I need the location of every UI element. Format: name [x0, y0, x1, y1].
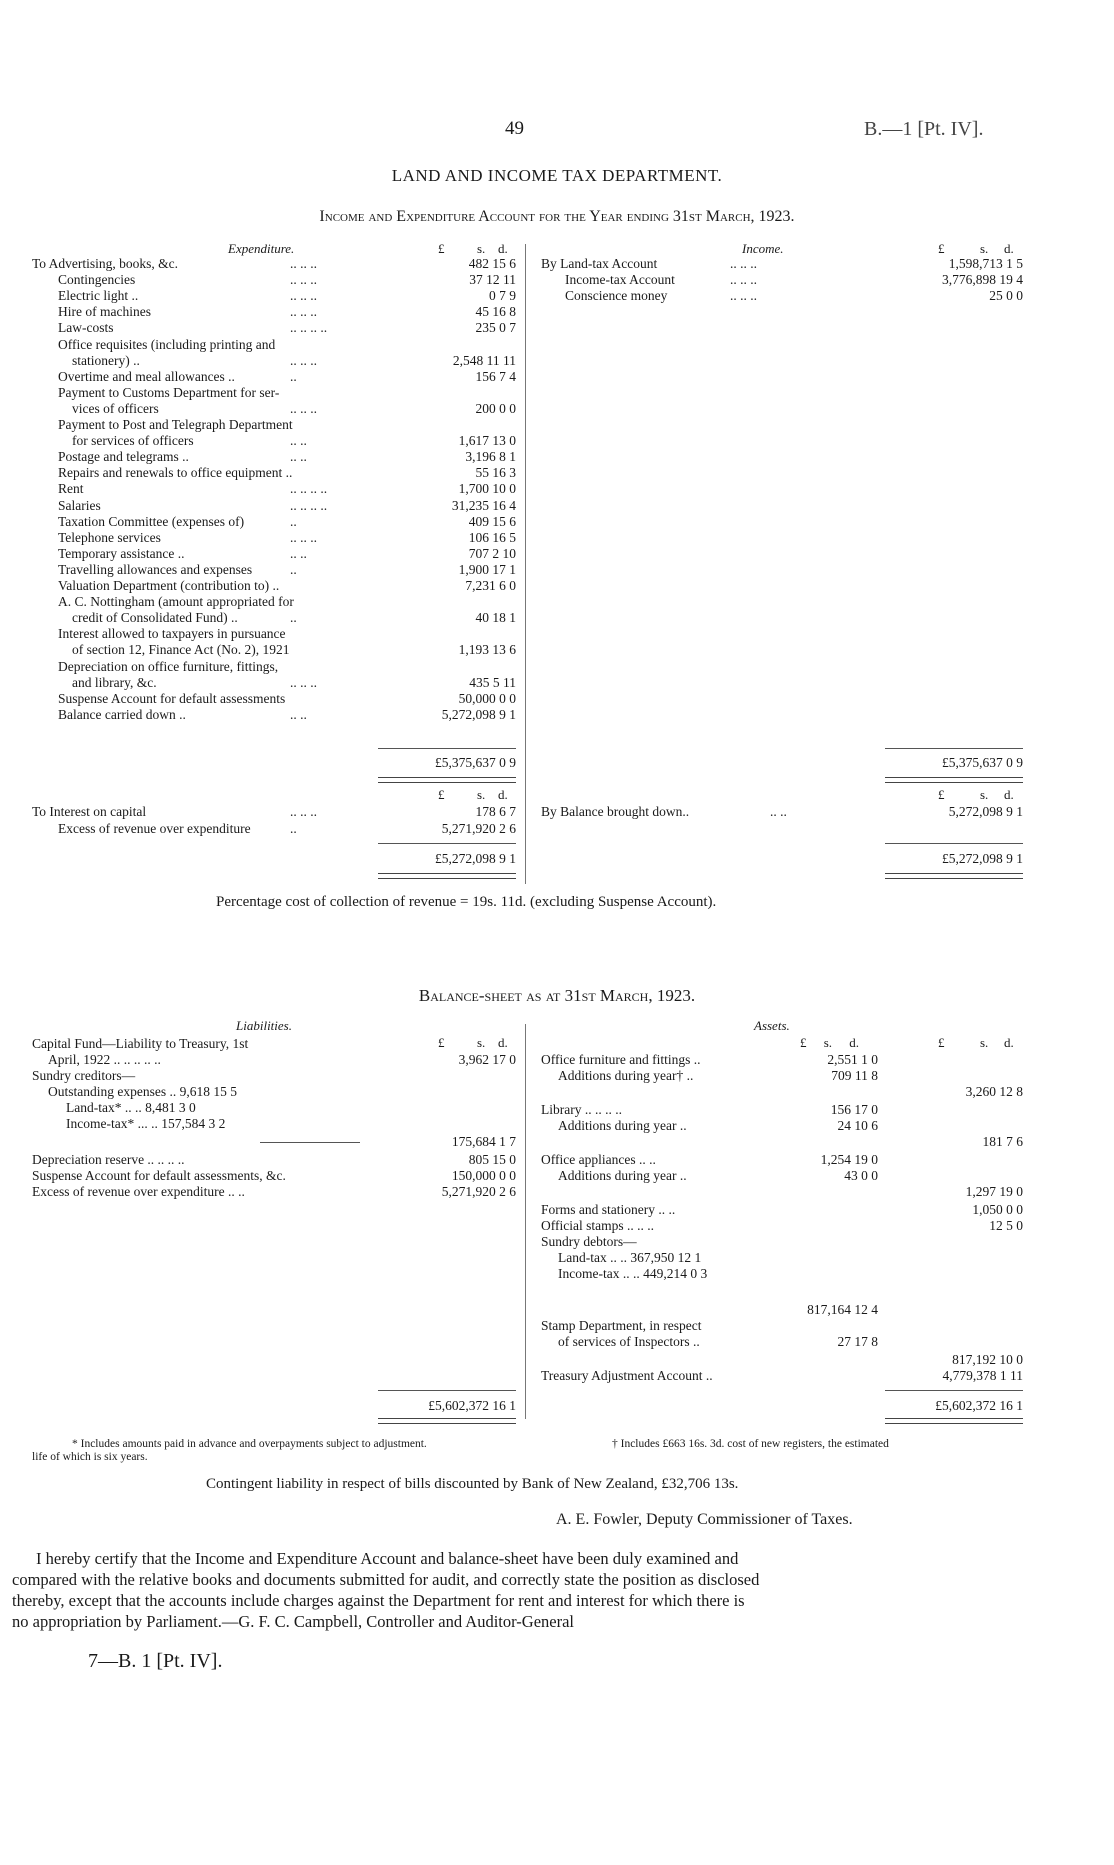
- second-income-dots: .. ..: [770, 804, 787, 819]
- col-pence: d.: [498, 241, 508, 256]
- asset-item-subamount: 43 0 0: [844, 1168, 878, 1183]
- asset-item-amount: 181 7 6: [982, 1134, 1023, 1149]
- asset-item-amount: 12 5 0: [989, 1218, 1023, 1233]
- expenditure-item-label: Payment to Customs Department for ser-: [58, 384, 280, 400]
- expenditure-item-amount: 482 15 6: [468, 256, 516, 271]
- liability-item-label: Suspense Account for default assessments, &c.: [32, 1168, 286, 1183]
- expenditure-item-amount: 45 16 8: [475, 304, 516, 320]
- document-reference: B.—1 [Pt. IV].: [864, 118, 984, 140]
- asset-item-amount: 817,192 10 0: [952, 1352, 1023, 1367]
- expenditure-item-amount: 435 5 11: [469, 674, 516, 690]
- asset-item-label: Office furniture and fittings ..: [541, 1052, 701, 1067]
- expenditure-item-amount: 37 12 11: [469, 272, 516, 288]
- footnote-registers: † Includes £663 16s. 3d. cost of new registers, the estimated: [612, 1438, 889, 1450]
- expenditure-total: £5,375,637 0 9: [435, 755, 516, 770]
- col-pence-income-2: d.: [1004, 787, 1014, 802]
- expenditure-item-label: Interest allowed to taxpayers in pursuance: [58, 626, 286, 642]
- expenditure-item-label: Salaries: [58, 497, 101, 513]
- footnote-life: life of which is six years.: [32, 1451, 148, 1463]
- expenditure-item-amount: 1,193 13 6: [458, 642, 516, 658]
- expenditure-item-amount: 50,000 0 0: [458, 690, 516, 706]
- total-double-rule: [378, 777, 516, 783]
- expenditure-item-dots: ..: [290, 368, 297, 384]
- income-item-amount: 1,598,713 1 5: [948, 256, 1023, 271]
- asset-item-amount: 1,050 0 0: [972, 1202, 1023, 1217]
- expenditure-item-dots: .. ..: [290, 706, 307, 722]
- liabilities-heading: Liabilities.: [236, 1018, 292, 1033]
- col-pence-2: d.: [498, 787, 508, 802]
- liability-item-amount: 150,000 0 0: [451, 1168, 516, 1183]
- expenditure-item-label: Postage and telegrams ..: [58, 449, 189, 465]
- expenditure-item-label: Contingencies: [58, 272, 136, 288]
- creditors-subtotal-rule: [260, 1142, 360, 1143]
- liability-item-label: Outstanding expenses .. 9,618 15 5: [48, 1084, 237, 1099]
- column-divider: [525, 244, 526, 884]
- expenditure-item-label: of section 12, Finance Act (No. 2), 1921: [72, 642, 290, 658]
- footer-reference: 7—B. 1 [Pt. IV].: [88, 1650, 223, 1672]
- income-item-label: Conscience money: [565, 288, 668, 304]
- income-heading: Income.: [742, 241, 784, 256]
- bs-assets-total-double-rule: [885, 1418, 1023, 1424]
- col-shillings-income: s.: [980, 241, 989, 256]
- expenditure-heading: Expenditure.: [228, 241, 295, 256]
- expenditure-item-amount: 7,231 6 0: [465, 578, 516, 593]
- expenditure-item-amount: 156 7 4: [475, 368, 516, 384]
- expenditure-item-dots: .. ..: [290, 433, 307, 449]
- asset-item-label: Additions during year† ..: [558, 1068, 694, 1083]
- expenditure-item-label: Electric light ..: [58, 288, 139, 304]
- expenditure-item-label: and library, &c.: [72, 674, 157, 690]
- liability-item-amount: 5,271,920 2 6: [441, 1184, 516, 1199]
- second-income-amount: 5,272,098 9 1: [948, 804, 1023, 819]
- expenditure-item-dots: .. .. ..: [290, 352, 317, 368]
- income-total: £5,375,637 0 9: [942, 755, 1023, 770]
- expenditure-item-label: Depreciation on office furniture, fittings,: [58, 658, 279, 674]
- contingent-liability: Contingent liability in respect of bills discounted by Bank of New Zealand, £32,706 13s.: [206, 1476, 739, 1492]
- expenditure-item-dots: .. .. .. ..: [290, 320, 328, 336]
- second-expenditure-amount: 178 6 7: [475, 804, 516, 819]
- income-total-double-rule: [885, 777, 1023, 783]
- asset-item-label: Land-tax .. .. 367,950 12 1: [558, 1250, 702, 1265]
- col-pounds-2: £: [438, 787, 445, 802]
- col-pounds-income-2: £: [938, 787, 945, 802]
- expenditure-item-label: Payment to Post and Telegraph Department: [58, 417, 293, 432]
- liability-item-label: Land-tax* .. .. 8,481 3 0: [66, 1100, 196, 1115]
- income-item-amount: 25 0 0: [989, 288, 1023, 304]
- asset-item-amount: 1,297 19 0: [965, 1184, 1023, 1199]
- liability-item-label: Capital Fund—Liability to Treasury, 1st: [32, 1036, 249, 1051]
- expenditure-item-dots: .. .. ..: [290, 272, 317, 288]
- expenditure-item-dots: .. .. ..: [290, 674, 317, 690]
- expenditure-item-label: Hire of machines: [58, 304, 151, 320]
- asset-item-label: Stamp Department, in respect: [541, 1318, 702, 1333]
- expenditure-item-dots: .. .. .. ..: [290, 497, 328, 513]
- expenditure-item-label: Suspense Account for default assessments: [58, 690, 286, 706]
- col-shillings: s.: [477, 241, 486, 256]
- second-total-double-rule: [378, 873, 516, 879]
- bs-col-pence: d.: [498, 1035, 508, 1050]
- asset-item-label: Additions during year ..: [558, 1118, 687, 1133]
- second-expenditure-total: £5,272,098 9 1: [435, 851, 516, 866]
- col-pounds-income: £: [938, 241, 945, 256]
- expenditure-item-label: Taxation Committee (expenses of): [58, 513, 245, 529]
- liability-item-label: Income-tax* ... .. 157,584 3 2: [66, 1116, 226, 1131]
- liability-item-amount: 175,684 1 7: [451, 1134, 516, 1149]
- bs-asset-col-pence: d.: [1004, 1035, 1014, 1050]
- expenditure-item-amount: 409 15 6: [468, 513, 516, 529]
- expenditure-item-label: Office requisites (including printing and: [58, 336, 276, 352]
- asset-item-label: Library .. .. .. ..: [541, 1102, 622, 1117]
- col-pence-income: d.: [1004, 241, 1014, 256]
- asset-item-label: Office appliances .. ..: [541, 1152, 656, 1167]
- asset-item-amount: 4,779,378 1 11: [942, 1368, 1023, 1383]
- liability-item-label: Sundry creditors—: [32, 1068, 136, 1083]
- expenditure-item-dots: .. .. .. ..: [290, 481, 328, 497]
- expenditure-item-amount: 40 18 1: [475, 610, 516, 626]
- total-rule: [378, 748, 516, 749]
- certificate-line-3: thereby, except that the accounts include charges against the Department for rent and interest for which there is: [12, 1591, 745, 1610]
- liability-item-label: Excess of revenue over expenditure .. ..: [32, 1184, 245, 1199]
- expenditure-item-label: Balance carried down ..: [58, 706, 186, 722]
- asset-item-label: Income-tax .. .. 449,214 0 3: [558, 1266, 708, 1281]
- second-expenditure-dots: ..: [290, 820, 297, 836]
- expenditure-item-dots: ..: [290, 513, 297, 529]
- expenditure-item-amount: 200 0 0: [475, 400, 516, 416]
- expenditure-item-dots: ..: [290, 561, 297, 577]
- expenditure-item-label: Repairs and renewals to office equipment ..: [58, 465, 293, 481]
- percentage-cost-note: Percentage cost of collection of revenue = 19s. 11d. (excluding Suspense Account).: [216, 894, 717, 910]
- expenditure-item-label: To Advertising, books, &c.: [32, 256, 179, 271]
- expenditure-item-dots: .. .. ..: [290, 304, 317, 320]
- second-expenditure-label: To Interest on capital: [32, 804, 147, 819]
- income-item-amount: 3,776,898 19 4: [942, 272, 1023, 288]
- asset-item-subamount: 1,254 19 0: [820, 1152, 878, 1167]
- expenditure-item-label: Valuation Department (contribution to) ..: [58, 578, 280, 593]
- expenditure-item-amount: 235 0 7: [475, 320, 516, 336]
- bs-assets-total-rule: [885, 1390, 1023, 1391]
- certificate-line-1: I hereby certify that the Income and Expenditure Account and balance-sheet have been duly examined and: [36, 1549, 739, 1568]
- second-total-rule: [378, 843, 516, 844]
- expenditure-item-amount: 3,196 8 1: [465, 449, 516, 465]
- expenditure-item-dots: .. .. ..: [290, 288, 317, 304]
- bs-column-divider: [525, 1024, 526, 1419]
- expenditure-item-dots: .. .. ..: [290, 529, 317, 545]
- asset-item-label: Official stamps .. .. ..: [541, 1218, 654, 1233]
- bs-total-double-rule: [378, 1418, 516, 1424]
- asset-item-subamount: 709 11 8: [831, 1068, 878, 1083]
- asset-item-subamount: 24 10 6: [837, 1118, 878, 1133]
- second-income-total-rule: [885, 843, 1023, 844]
- bs-total-rule: [378, 1390, 516, 1391]
- certificate-line-2: compared with the relative books and documents submitted for audit, and correctly state the position as disclosed: [12, 1570, 760, 1589]
- bs-asset-col-pounds: £: [938, 1035, 945, 1050]
- assets-total: £5,602,372 16 1: [935, 1398, 1023, 1413]
- expenditure-item-amount: 1,617 13 0: [458, 433, 516, 449]
- expenditure-item-amount: 707 2 10: [468, 545, 516, 561]
- expenditure-item-dots: ..: [290, 610, 297, 626]
- asset-item-subamount: 27 17 8: [837, 1334, 878, 1349]
- col-pounds: £: [438, 241, 445, 256]
- income-total-rule: [885, 748, 1023, 749]
- expenditure-item-label: Telephone services: [58, 529, 161, 545]
- liability-item-amount: 805 15 0: [468, 1152, 516, 1167]
- asset-item-label: Sundry debtors—: [541, 1234, 637, 1249]
- income-item-dots: .. .. ..: [730, 288, 757, 304]
- expenditure-item-amount: 1,900 17 1: [458, 561, 516, 577]
- expenditure-item-label: Law-costs: [58, 320, 114, 336]
- col-shillings-2: s.: [477, 787, 486, 802]
- expenditure-item-amount: 31,235 16 4: [451, 497, 516, 513]
- account-title: Income and Expenditure Account for the Year ending 31st March, 1923.: [319, 208, 795, 225]
- asset-item-amount: 3,260 12 8: [965, 1084, 1023, 1099]
- signature: A. E. Fowler, Deputy Commissioner of Taxes.: [556, 1511, 853, 1528]
- balance-sheet-title: Balance-sheet as at 31st March, 1923.: [418, 986, 696, 1005]
- expenditure-item-label: Overtime and meal allowances ..: [58, 368, 235, 384]
- expenditure-item-dots: .. .. ..: [290, 256, 317, 271]
- bs-col-pounds: £: [438, 1035, 445, 1050]
- liabilities-total: £5,602,372 16 1: [428, 1398, 516, 1413]
- income-item-dots: .. .. ..: [730, 256, 757, 271]
- expenditure-item-label: Travelling allowances and expenses: [58, 561, 253, 577]
- expenditure-item-label: credit of Consolidated Fund) ..: [72, 610, 238, 626]
- expenditure-item-amount: 5,272,098 9 1: [441, 706, 516, 722]
- footnote-advance-payments: * Includes amounts paid in advance and overpayments subject to adjustment.: [72, 1438, 427, 1450]
- col-shillings-income-2: s.: [980, 787, 989, 802]
- second-income-label: By Balance brought down..: [541, 804, 690, 819]
- expenditure-item-label: stationery) ..: [72, 352, 140, 368]
- asset-item-subamount: 2,551 1 0: [827, 1052, 878, 1067]
- assets-heading: Assets.: [754, 1018, 790, 1033]
- expenditure-item-label: Rent: [58, 481, 84, 497]
- expenditure-item-dots: .. .. ..: [290, 400, 317, 416]
- liability-item-label: April, 1922 .. .. .. .. ..: [48, 1052, 161, 1067]
- second-income-total-double-rule: [885, 873, 1023, 879]
- expenditure-item-amount: 1,700 10 0: [458, 481, 516, 497]
- expenditure-item-dots: .. ..: [290, 545, 307, 561]
- page-number: 49: [505, 118, 524, 139]
- expenditure-item-dots: .. ..: [290, 449, 307, 465]
- second-expenditure-amount: 5,271,920 2 6: [441, 820, 516, 836]
- department-title: LAND AND INCOME TAX DEPARTMENT.: [391, 166, 723, 185]
- asset-item-subamount: 156 17 0: [830, 1102, 878, 1117]
- second-expenditure-dots: .. .. ..: [290, 804, 317, 819]
- asset-item-label: of services of Inspectors ..: [558, 1334, 700, 1349]
- expenditure-item-label: Temporary assistance ..: [58, 545, 185, 561]
- income-item-dots: .. .. ..: [730, 272, 757, 288]
- second-expenditure-label: Excess of revenue over expenditure: [58, 820, 251, 836]
- assets-sub-columns: £ s. d.: [800, 1035, 860, 1050]
- expenditure-item-amount: 55 16 3: [475, 465, 516, 481]
- asset-item-label: Additions during year ..: [558, 1168, 687, 1183]
- expenditure-item-label: for services of officers: [72, 433, 194, 449]
- certificate-line-4: no appropriation by Parliament.—G. F. C. Campbell, Controller and Auditor-General: [12, 1612, 574, 1631]
- income-item-label: By Land-tax Account: [541, 256, 658, 271]
- expenditure-item-amount: 0 7 9: [489, 288, 516, 304]
- expenditure-item-amount: 106 16 5: [468, 529, 516, 545]
- bs-col-shillings: s.: [477, 1035, 486, 1050]
- expenditure-item-label: vices of officers: [72, 400, 159, 416]
- asset-item-subamount: 817,164 12 4: [807, 1302, 878, 1317]
- expenditure-item-amount: 2,548 11 11: [452, 352, 516, 368]
- bs-asset-col-shillings: s.: [980, 1035, 989, 1050]
- liability-item-amount: 3,962 17 0: [458, 1052, 516, 1067]
- income-item-label: Income-tax Account: [565, 272, 675, 288]
- liability-item-label: Depreciation reserve .. .. .. ..: [32, 1152, 185, 1167]
- expenditure-item-label: A. C. Nottingham (amount appropriated for: [58, 594, 294, 610]
- asset-item-label: Treasury Adjustment Account ..: [541, 1368, 713, 1383]
- asset-item-label: Forms and stationery .. ..: [541, 1202, 676, 1217]
- second-income-total: £5,272,098 9 1: [942, 851, 1023, 866]
